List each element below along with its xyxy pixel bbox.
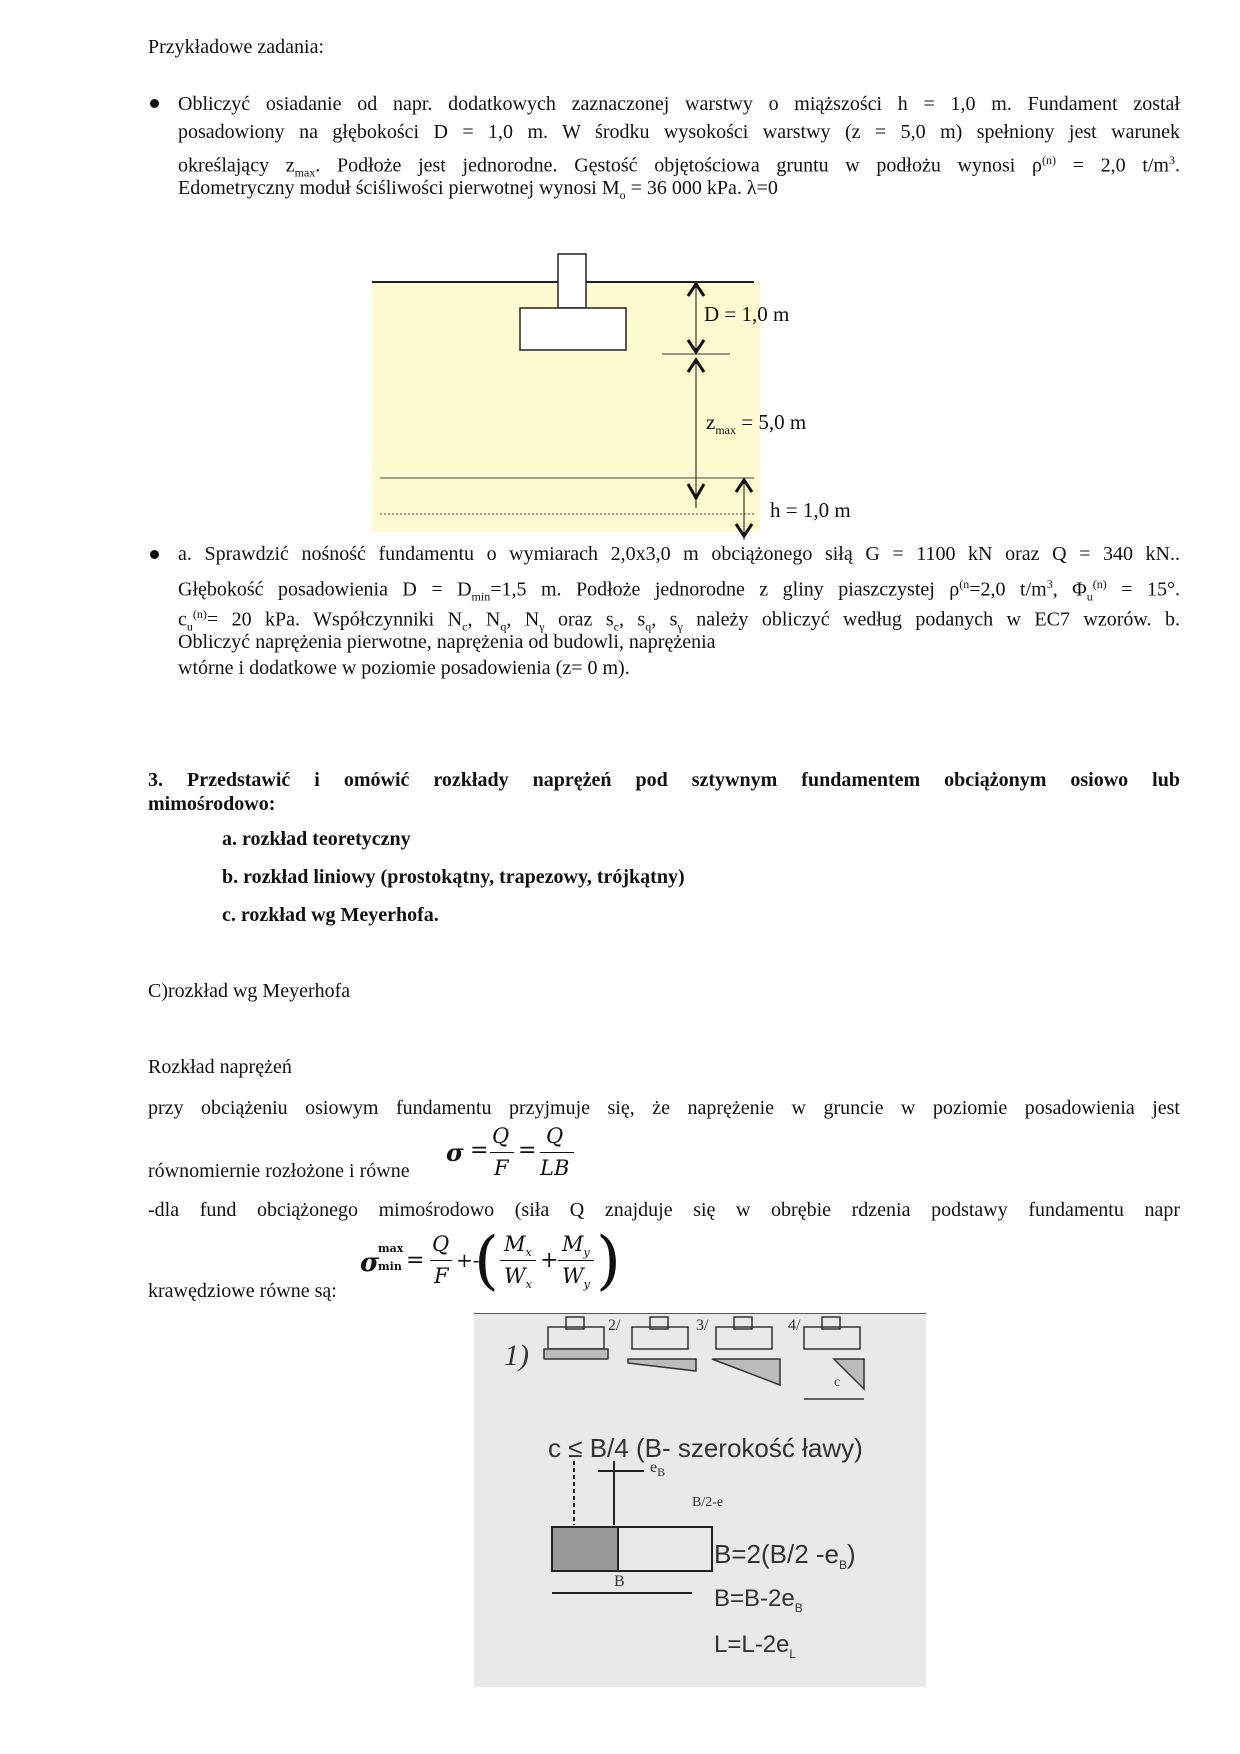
task2-line5: wtórne i dodatkowe w poziomie posadowienia (z= 0 m). (178, 657, 630, 679)
rozklad-heading: Rozkład naprężeń (148, 1056, 292, 1078)
task2-line4: Obliczyć naprężenia pierwotne, naprężenia od budowli, naprężenia (178, 631, 716, 653)
figure-condition: c ≤ B/4 (B- szerokość ławy) (548, 1433, 863, 1463)
h-label: h = 1,0 m (770, 498, 851, 522)
figure-formula-1: B=2(B/2 $-e_B$) (714, 1539, 856, 1573)
figure-formula-2: $B=B-2e_B$ (714, 1585, 803, 1615)
bullet-task1 (150, 99, 159, 108)
formula-eccentric: σ max min = Q F +- ( $M_x$ $W_x$ + $M_y$ $W_y$ ) (360, 1224, 621, 1298)
page-heading: Przykładowe zadania: (148, 36, 325, 58)
foundation-diagram (370, 248, 790, 548)
figure-b2-label: B/2-e (692, 1495, 724, 1510)
para1b: równomiernie rozłożone i równe (148, 1160, 410, 1182)
figure-number: 1) (504, 1339, 529, 1372)
task2-line3: $c_u^{(n)}= 20$ kPa. Współczynniki $N_c$, $N_q$, $N_\gamma$ oraz $s_c$, $s_q$, $s_\gamma$ należy obliczyć według podanych w EC7 wzorów. b. (178, 607, 1180, 634)
c-heading: C)rozkład wg Meyerhofa (148, 980, 351, 1002)
bullet-task2 (150, 550, 159, 559)
section3-item-b: b. rozkład liniowy (prostokątny, trapezowy, trójkątny) (222, 866, 685, 888)
para1: przy obciążeniu osiowym fundamentu przyjmuje się, że naprężenie w gruncie w poziomie posadowienia jest (148, 1097, 1180, 1119)
section3-item-a: a. rozkład teoretyczny (222, 828, 411, 850)
foundation-footing (520, 308, 626, 350)
task1-line2: posadowiony na głębokości D = 1,0 m. W środku wysokości warstwy (z = 5,0 m) spełniony jest warunek (178, 121, 1180, 143)
figure-index-2: 2/ (608, 1317, 621, 1334)
task2-line2: Głębokość posadowienia $D = D_{min}=1,5$ m. Podłoże jednorodne z gliny piaszczystej $\rho^{(n}=2,0$ $t/m^3$, $\Phi_u^{(n)} = 15^\circ$. (178, 577, 1180, 604)
section3-line2: mimośrodowo: (148, 793, 276, 815)
figure-formula-3: $L=L-2e_L$ (714, 1631, 797, 1661)
task1-line3: określający $z_{max}$. Podłoże jest jednorodne. Gęstość objętościowa gruntu w podłożu wynosi $\rho^{(n)} = 2,0$ $t/m^3$. (178, 153, 1180, 180)
task1-line4: Edometryczny moduł ściśliwości pierwotnej wynosi $M_o = 36$ 000 kPa. λ=0 (178, 177, 778, 202)
section3-item-c: c. rozkład wg Meyerhofa. (222, 904, 439, 926)
section3-line1: 3. Przedstawić i omówić rozkłady naprężeń pod sztywnym fundamentem obciążonym osiowo lub (148, 769, 1180, 791)
para2b: krawędziowe równe są: (148, 1280, 337, 1302)
figure-index-4: 4/ (788, 1317, 801, 1334)
para2: -dla fund obciążonego mimośrodowo (siła Q znajduje się w obrębie rdzenia podstawy fundamentu napr (148, 1199, 1180, 1221)
figure-eb-label: $e_B$ (650, 1459, 666, 1480)
formula-axial: σ = Q F = Q LB (446, 1124, 576, 1184)
z-label: $z_{max} = 5,0$ m (706, 410, 807, 438)
d-label: D = 1,0 m (704, 302, 790, 326)
figure-cx-label: c (834, 1375, 841, 1390)
task1-line1: Obliczyć osiadanie od napr. dodatkowych zaznaczonej warstwy o miąższości h = 1,0 m. Fundament został (178, 93, 1180, 115)
figure-b-label: B (614, 1573, 625, 1590)
figure-index-3: 3/ (696, 1317, 709, 1334)
task2-line1: a. Sprawdzić nośność fundamentu o wymiarach 2,0x3,0 m obciążonego siłą G = 1100 kN oraz Q = 340 kN.. (178, 543, 1180, 565)
scanned-figure (474, 1313, 926, 1687)
